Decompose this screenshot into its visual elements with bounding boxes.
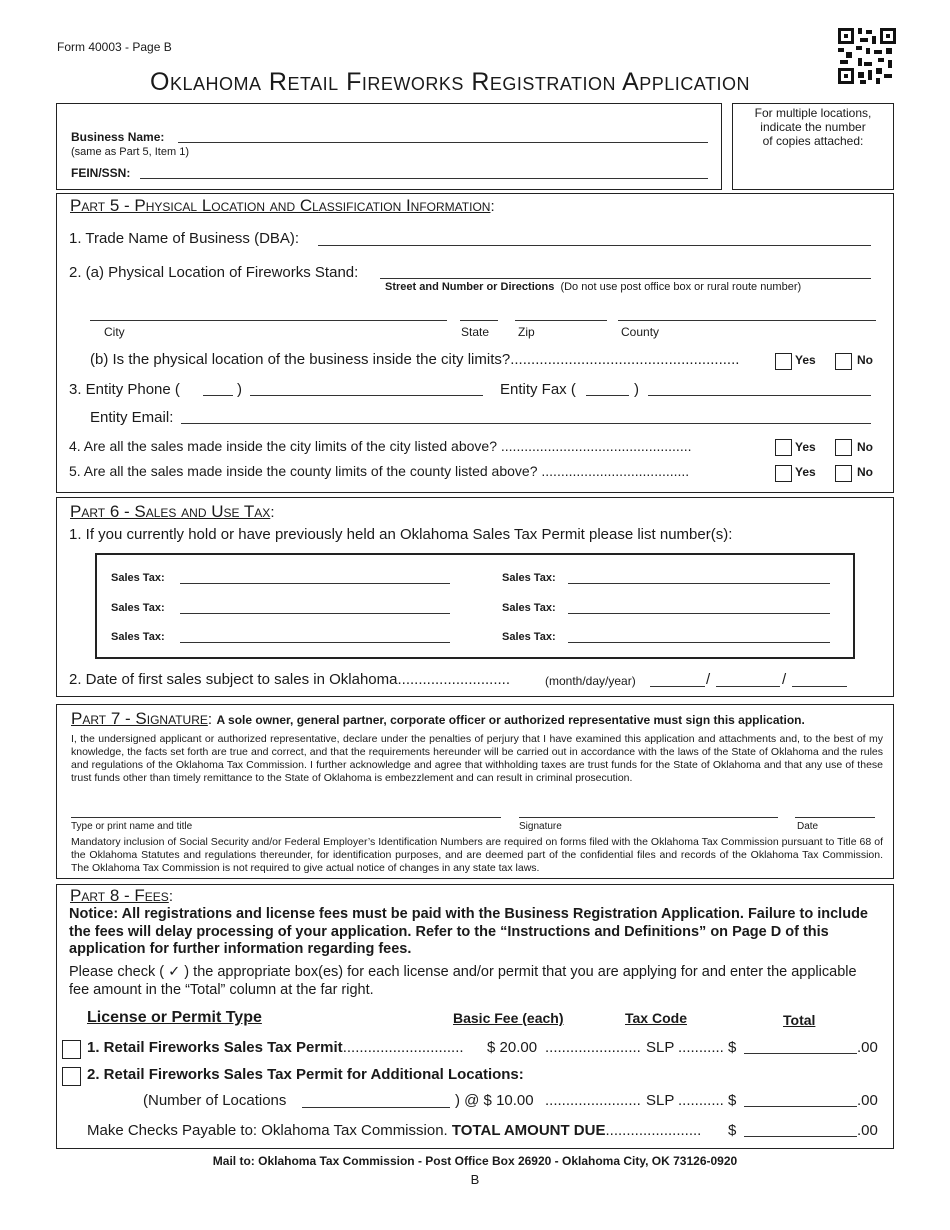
- total-dollar: $: [728, 1122, 737, 1139]
- row1-cents: .00: [857, 1039, 878, 1056]
- perjury-declaration: I, the undersigned applicant or authorized representative, declare under the penalties of perjury that I have examined this application and attachments and, to the best of my knowledge, the facts set forth are true and correct, and that the requirements hereunder will be carried out in accordance with the laws of the State of Oklahoma and the rules and regulations of the Oklahoma Tax Commission. I further acknowledge and agree that withholding taxes are trust funds for the State of Oklahoma and that any use of these trust funds other than timely remittance to the State of Oklahoma is embezzlement and can result in criminal prosecution.: [71, 733, 883, 784]
- business-name-label: Business Name:: [71, 130, 165, 144]
- copies-note: For multiple locations, indicate the number of copies attached:: [754, 106, 872, 148]
- printed-name-caption: Type or print name and title: [71, 821, 193, 832]
- trade-name-field[interactable]: [318, 245, 871, 246]
- q4-yes-label: Yes: [795, 440, 816, 454]
- business-name-note: (same as Part 5, Item 1): [71, 146, 189, 158]
- part6-heading: Part 6 - Sales and Use Tax:: [70, 502, 275, 521]
- part5-q5: 5. Are all the sales made inside the county limits of the county listed above? ......................................: [69, 463, 690, 479]
- row1-fee-line: 1. Retail Fireworks Sales Tax Permit.............................: [87, 1039, 464, 1056]
- form-id: Form 40003 - Page B: [57, 40, 172, 54]
- street-field[interactable]: [380, 278, 871, 279]
- city-caption: City: [104, 325, 125, 339]
- row1-dots2: .......................: [545, 1039, 641, 1056]
- phone-label: 3. Entity Phone (: [69, 381, 180, 398]
- q5-yes-label: Yes: [795, 465, 816, 479]
- total-amount-field[interactable]: [744, 1136, 857, 1137]
- row2-dots3: ...........: [678, 1092, 724, 1109]
- fein-field[interactable]: [140, 178, 708, 179]
- fees-instruction: Please check ( ✓ ) the appropriate box(es) for each license and/or permit that you are applying for and enter the applicable fee amount in the “Total” column at the far right.: [69, 964, 857, 998]
- first-sale-month-field[interactable]: [650, 686, 705, 687]
- row1-dollar: $: [728, 1039, 737, 1056]
- first-sale-day-field[interactable]: [716, 686, 780, 687]
- number-of-locations-field[interactable]: [302, 1107, 450, 1108]
- county-field[interactable]: [618, 320, 876, 321]
- part5-heading: Part 5 - Physical Location and Classification Information:: [70, 196, 495, 215]
- row2-sub: (Number of Locations: [143, 1092, 287, 1109]
- sales-tax-label-6: Sales Tax:: [502, 631, 556, 643]
- zip-field[interactable]: [515, 320, 607, 321]
- sales-tax-label-1: Sales Tax:: [111, 572, 165, 584]
- sales-tax-label-2: Sales Tax:: [502, 572, 556, 584]
- part5-q1: 1. Trade Name of Business (DBA):: [69, 230, 300, 247]
- col-total: Total: [783, 1012, 816, 1028]
- signature-field[interactable]: [519, 817, 778, 818]
- sales-tax-label-5: Sales Tax:: [111, 631, 165, 643]
- part5-q4: 4. Are all the sales made inside the city limits of the city listed above? .................................................: [69, 438, 692, 454]
- row1-fee: $ 20.00: [487, 1039, 538, 1056]
- q5-yes-checkbox[interactable]: [775, 465, 792, 482]
- sales-tax-field-2[interactable]: [568, 583, 830, 584]
- q4-no-label: No: [857, 440, 873, 454]
- sales-tax-field-4[interactable]: [568, 613, 830, 614]
- q2b-yes-checkbox[interactable]: [775, 353, 792, 370]
- qr-code-icon: [838, 28, 896, 84]
- col-basic-fee: Basic Fee (each): [453, 1010, 564, 1026]
- zip-caption: Zip: [518, 325, 535, 339]
- q5-no-label: No: [857, 465, 873, 479]
- date-caption: Date: [797, 821, 819, 832]
- sales-tax-field-1[interactable]: [180, 583, 450, 584]
- signature-caption: Signature: [519, 821, 562, 832]
- phone-number-field[interactable]: [250, 395, 483, 396]
- state-field[interactable]: [460, 320, 498, 321]
- sales-tax-box: [95, 553, 855, 659]
- col-license-type: License or Permit Type: [87, 1009, 262, 1026]
- sales-tax-label-4: Sales Tax:: [502, 602, 556, 614]
- row2-checkbox[interactable]: [62, 1067, 81, 1086]
- part6-q2: 2. Date of first sales subject to sales in Oklahoma...........................: [69, 671, 511, 688]
- mail-to-address: Mail to: Oklahoma Tax Commission - Post Office Box 26920 - Oklahoma City, OK 73126-0920: [212, 1154, 738, 1168]
- part5-q2b: (b) Is the physical location of the business inside the city limits?.......................................................: [90, 351, 740, 368]
- row2-code: SLP: [646, 1092, 675, 1109]
- sales-tax-field-5[interactable]: [180, 642, 450, 643]
- fax-label: Entity Fax (: [500, 381, 576, 398]
- total-cents: .00: [857, 1122, 878, 1139]
- row1-total-field[interactable]: [744, 1053, 857, 1054]
- total-due-line: Make Checks Payable to: Oklahoma Tax Commission. TOTAL AMOUNT DUE.......................: [87, 1122, 702, 1139]
- fax-number-field[interactable]: [648, 395, 871, 396]
- signature-date-field[interactable]: [795, 817, 875, 818]
- page-title: Oklahoma Retail Fireworks Registration Application: [150, 68, 750, 96]
- row2-cents: .00: [857, 1092, 878, 1109]
- email-field[interactable]: [181, 423, 871, 424]
- date-slash-1: /: [706, 671, 711, 688]
- sales-tax-label-3: Sales Tax:: [111, 602, 165, 614]
- business-name-field[interactable]: [178, 142, 708, 143]
- fax-area-code-field[interactable]: [586, 395, 629, 396]
- row1-code: SLP: [646, 1039, 675, 1056]
- county-caption: County: [621, 325, 660, 339]
- row2-total-field[interactable]: [744, 1106, 857, 1107]
- col-tax-code: Tax Code: [625, 1010, 687, 1026]
- page-letter: B: [470, 1172, 480, 1187]
- part8-heading: Part 8 - Fees:: [70, 886, 173, 905]
- mandatory-notice: Mandatory inclusion of Social Security and/or Federal Employer’s Identification Numbers are required on forms filed with the Oklahoma Tax Commission pursuant to Title 68 of the Oklahoma Statutes and regulations thereunder, for identification purposes, and are deemed part of the confidential files and records of the Oklahoma Tax Commission. The Oklahoma Tax Commission is not required to give actual notice of changes in any state tax laws.: [71, 836, 883, 874]
- date-slash-2: /: [782, 671, 787, 688]
- row1-dots3: ...........: [678, 1039, 724, 1056]
- q2b-no-checkbox[interactable]: [835, 353, 852, 370]
- row1-checkbox[interactable]: [62, 1040, 81, 1059]
- q4-no-checkbox[interactable]: [835, 439, 852, 456]
- street-caption: Street and Number or Directions (Do not use post office box or rural route number): [385, 281, 802, 293]
- q5-no-checkbox[interactable]: [835, 465, 852, 482]
- first-sale-year-field[interactable]: [792, 686, 847, 687]
- part5-q2a: 2. (a) Physical Location of Fireworks Stand:: [69, 264, 359, 281]
- fein-label: FEIN/SSN:: [71, 166, 131, 180]
- sales-tax-field-6[interactable]: [568, 642, 830, 643]
- q2b-yes-label: Yes: [795, 353, 816, 367]
- date-format-note: (month/day/year): [545, 674, 636, 688]
- row2-label: 2. Retail Fireworks Sales Tax Permit for Additional Locations:: [87, 1066, 524, 1083]
- fax-close: ): [634, 381, 639, 398]
- row2-fee: ) @ $ 10.00: [455, 1092, 534, 1109]
- phone-area-code-field[interactable]: [203, 395, 233, 396]
- printed-name-field[interactable]: [71, 817, 501, 818]
- sales-tax-field-3[interactable]: [180, 613, 450, 614]
- q2b-no-label: No: [857, 353, 873, 367]
- fees-notice: Notice: All registrations and license fees must be paid with the Business Registration Application. Failure to include the fees will delay processing of your application. Refer to the “Instructions and Definitions” on Page D of this application for further information regarding fees.: [69, 906, 868, 957]
- state-caption: State: [461, 325, 490, 339]
- part7-heading: Part 7 - Signature: A sole owner, general partner, corporate officer or authorized representative must sign this application.: [71, 709, 805, 728]
- row2-dots2: .......................: [545, 1092, 641, 1109]
- part6-q1: 1. If you currently hold or have previously held an Oklahoma Sales Tax Permit please list number(s):: [69, 526, 733, 543]
- email-label: Entity Email:: [90, 409, 174, 426]
- city-field[interactable]: [90, 320, 447, 321]
- row2-dollar: $: [728, 1092, 737, 1109]
- q4-yes-checkbox[interactable]: [775, 439, 792, 456]
- phone-close: ): [237, 381, 242, 398]
